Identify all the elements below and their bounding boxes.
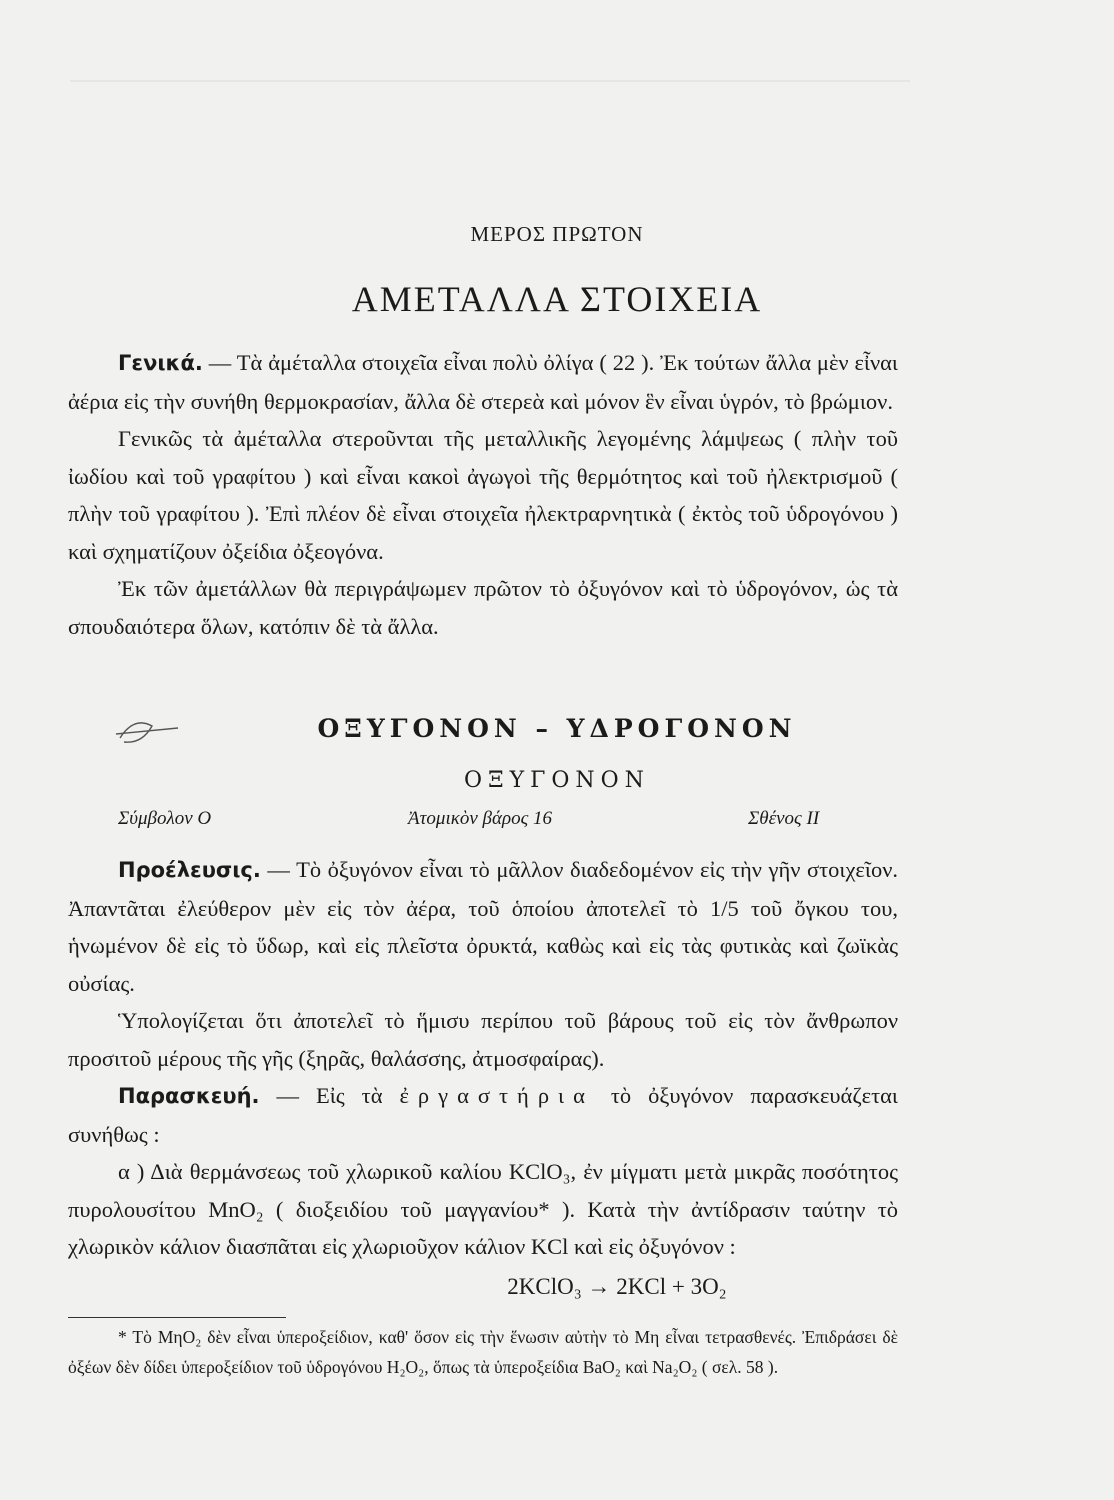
preparation-text-before: — Εἰς τὰ	[259, 1083, 400, 1108]
sub-heading: ΟΞΥΓΟΝΟΝ	[464, 768, 650, 793]
atomic-weight-label: Ἀτομικὸν βάρος 16	[408, 808, 553, 829]
intro-term: Γενικά.	[118, 351, 203, 375]
element-properties	[118, 808, 838, 840]
preparation-text-after: τὸ ὀξυγόνον παρασκευάζεται συνήθως :	[68, 1083, 898, 1147]
preparation-term: Παρασκευή.	[118, 1084, 260, 1108]
intro-paragraph-2: Γενικῶς τὰ ἀμέταλλα στεροῦνται τῆς μεταλλικῆς λεγομένης λάμψεως ( πλὴν τοῦ ἰωδίου καὶ τοῦ γραφίτου ) καὶ εἶναι κακοὶ ἀγωγοὶ τῆς θερμότητος καὶ τοῦ ἠλεκτρισμοῦ ( πλὴν τοῦ γραφίτου ). Ἐπὶ πλέον δὲ εἶναι στοιχεῖα ἠλεκτραρνητικὰ ( ἐκτὸς τοῦ ὑδρογόνου ) καὶ σχηματίζουν ὀξείδια ὀξεογόνα.	[68, 426, 898, 564]
intro-text: — Τὰ ἀμέταλλα στοιχεῖα εἶναι πολὺ ὀλίγα ( 22 ). Ἐκ τούτων ἄλλα μὲν εἶναι ἀέρια εἰς τὴν συνήθη θερμοκρασίαν, ἄλλα δὲ στερεὰ καὶ μόνον ἓν εἶναι ὑγρόν, τὸ βρώμιον.	[68, 350, 898, 414]
footnote-text: * Τὸ ΜηΟ₂ δὲν εἶναι ὑπεροξείδιον, καθ' ὅσον εἰς τὴν ἕνωσιν αὐτὴν τὸ Μη εἶναι τετρασθενές. Ἐπιδράσει δὲ ὀξέων δὲν δίδει ὑπεροξείδιον τοῦ ὑδρογόνου H₂O₂, ὅπως τὰ ὑπεροξείδια BaO₂ καὶ Na₂O₂ ( σελ. 58 ).	[68, 1327, 898, 1377]
origin-paragraph-2: Ὑπολογίζεται ὅτι ἀποτελεῖ τὸ ἥμισυ περίπου τοῦ βάρους τοῦ εἰς τὸν ἄνθρωπον προσιτοῦ μέρους τῆς γῆς (ξηρᾶς, θαλάσσης, ἀτμοσφαίρας).	[68, 1008, 898, 1071]
intro-section	[68, 344, 898, 645]
intro-paragraph-3: Ἐκ τῶν ἀμετάλλων θὰ περιγράψωμεν πρῶτον τὸ ὀξυγόνον καὶ τὸ ὑδρογόνον, ὡς τὰ σπουδαιότερα ὅλων, κατόπιν δὲ τὰ ἄλλα.	[68, 576, 898, 639]
symbol-label: Σύμβολον Ο	[118, 808, 212, 829]
footnote-divider	[68, 1317, 286, 1318]
origin-section	[68, 851, 898, 1266]
chapter-title: ΑΜΕΤΑΛΛΑ ΣΤΟΙΧΕΙΑ	[351, 279, 763, 319]
preparation-spaced-word: ἐργαστήρια	[399, 1083, 594, 1108]
footnote	[68, 1322, 898, 1382]
origin-text: — Τὸ ὀξυγόνον εἶναι τὸ μᾶλλον διαδεδομένον εἰς τὴν γῆν στοιχεῖον. Ἀπαντᾶται ἐλεύθερον μὲν εἰς τὸν ἀέρα, τοῦ ὁποίου ἀποτελεῖ τὸ 1/5 τοῦ ὄγκου του, ἡνωμένον δὲ εἰς τὸ ὕδωρ, καὶ εἰς πλεῖστα ὀρυκτά, καθὼς καὶ εἰς τὰς φυτικὰς καὶ ζωϊκὰς οὐσίας.	[68, 857, 898, 996]
part-heading: ΜΕΡΟΣ ΠΡΩΤΟΝ	[470, 222, 644, 246]
intro-paragraph	[68, 344, 898, 420]
origin-term: Προέλευσις.	[118, 858, 261, 882]
preparation-item-a: α ) Διὰ θερμάνσεως τοῦ χλωρικοῦ καλίου KClO₃, ἐν μίγματι μετὰ μικρᾶς ποσότητος πυρολουσίτου MnO₂ ( διοξειδίου τοῦ μαγγανίου* ). Κατὰ τὴν ἀντίδρασιν ταύτην τὸ χλωρικὸν κάλιον διασπᾶται εἰς χλωριοῦχον κάλιον KCl καὶ εἰς ὀξυγόνον :	[68, 1159, 898, 1259]
reaction-equation: 2KClO₃ → 2KCl + 3O₂	[507, 1274, 727, 1299]
preparation-paragraph	[68, 1077, 898, 1153]
valence-label: Σθένος ΙΙ	[748, 808, 820, 829]
section-heading: ΟΞΥΓΟΝΟΝ – ΥΔΡΟΓΟΝΟΝ	[317, 714, 797, 743]
origin-paragraph	[68, 851, 898, 1002]
bleed-through	[70, 80, 910, 96]
